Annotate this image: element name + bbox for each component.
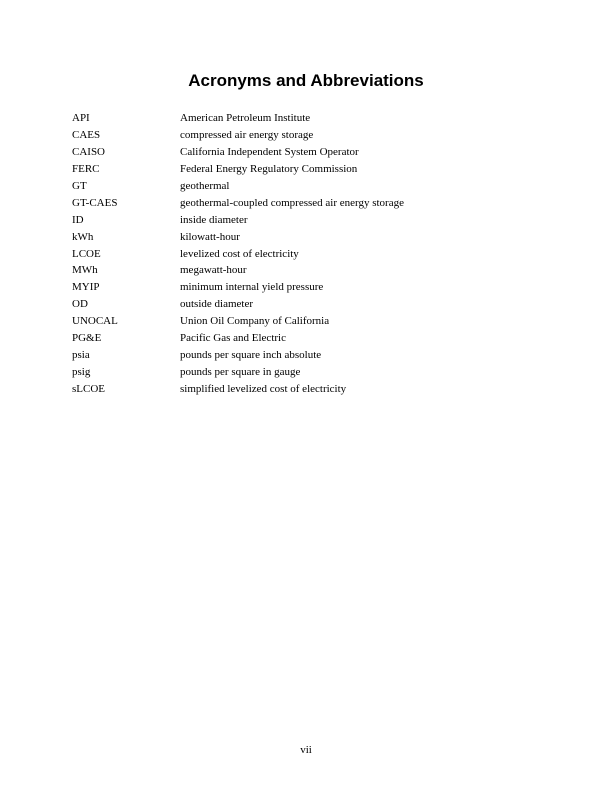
acronym-row — [72, 211, 552, 228]
acronym-row — [72, 313, 552, 330]
acronym-definition: Union Oil Company of California — [180, 315, 330, 328]
acronym-term: MWh — [72, 264, 98, 277]
acronym-definition: inside diameter — [180, 213, 248, 226]
acronym-row — [72, 161, 552, 178]
acronym-term: kWh — [72, 230, 94, 243]
acronym-row — [72, 346, 552, 363]
acronym-term: PG&E — [72, 332, 102, 345]
acronym-definition: geothermal — [180, 180, 230, 192]
page-number: vii — [300, 744, 312, 756]
page-title: Acronyms and Abbreviations — [188, 71, 424, 90]
acronym-definition: American Petroleum Institute — [180, 112, 311, 125]
acronym-definition: Federal Energy Regulatory Commission — [180, 163, 358, 176]
acronym-definition: minimum internal yield pressure — [180, 281, 324, 294]
acronym-row — [72, 279, 552, 296]
acronym-row — [72, 228, 552, 245]
acronym-term: MYIP — [72, 281, 100, 294]
acronym-term: sLCOE — [72, 382, 105, 395]
acronym-term: GT — [72, 180, 87, 192]
acronym-term: CAES — [72, 129, 101, 142]
acronym-row — [72, 194, 552, 211]
acronym-term: psig — [72, 365, 91, 378]
acronym-row — [72, 262, 552, 279]
acronym-term: API — [72, 112, 90, 125]
acronym-term: GT-CAES — [72, 196, 118, 209]
acronym-term: psia — [72, 348, 90, 361]
acronym-definition: Pacific Gas and Electric — [180, 332, 286, 345]
acronym-term: OD — [72, 298, 88, 311]
acronym-definition: pounds per square inch absolute — [180, 348, 322, 361]
acronym-term: CAISO — [72, 146, 106, 159]
acronym-row — [72, 380, 552, 397]
acronym-definition: kilowatt-hour — [180, 230, 240, 243]
acronym-row — [72, 330, 552, 347]
acronym-term: FERC — [72, 163, 100, 176]
acronym-term: UNOCAL — [72, 315, 118, 328]
acronym-definition: compressed air energy storage — [180, 129, 314, 142]
acronym-row — [72, 296, 552, 313]
acronym-definition: California Independent System Operator — [180, 146, 359, 159]
acronym-definition: megawatt-hour — [180, 264, 247, 277]
acronym-definition: levelized cost of electricity — [180, 247, 299, 260]
acronym-row — [72, 127, 552, 144]
acronym-row — [72, 245, 552, 262]
acronym-definition: pounds per square in gauge — [180, 365, 301, 378]
acronym-definition: simplified levelized cost of electricity — [180, 382, 347, 395]
acronym-row — [72, 178, 552, 195]
acronym-row — [72, 110, 552, 127]
acronym-row — [72, 144, 552, 161]
acronym-list — [72, 110, 552, 397]
acronym-term: LCOE — [72, 247, 101, 260]
acronym-term: ID — [72, 213, 84, 226]
acronym-definition: geothermal-coupled compressed air energy storage — [180, 196, 404, 209]
acronym-row — [72, 363, 552, 380]
acronym-definition: outside diameter — [180, 298, 254, 311]
